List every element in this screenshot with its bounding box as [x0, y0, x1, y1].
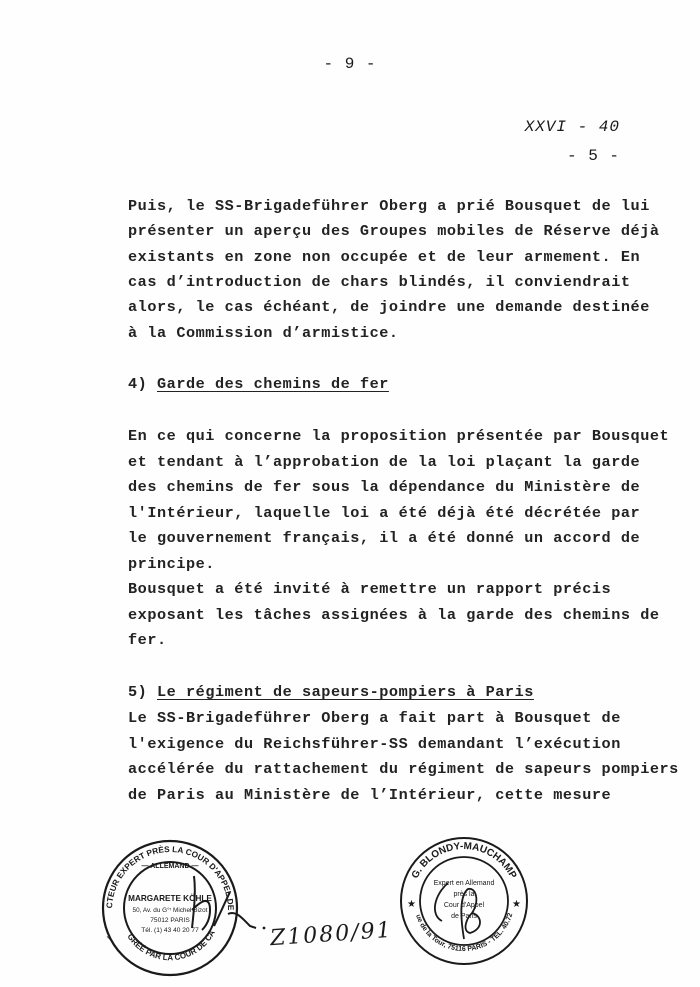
- subpage-number: - 5 -: [566, 147, 620, 165]
- section-5-heading: [128, 683, 534, 701]
- text-line: accélérée du rattachement du régiment de sapeurs pompiers: [128, 760, 679, 778]
- star-icon: ★: [407, 899, 416, 910]
- text-line: alors, le cas échéant, de joindre une demande destinée: [128, 298, 650, 316]
- stamp-inner-ring: [420, 857, 508, 945]
- text-line: fer.: [128, 631, 167, 649]
- stamp-name: MARGARETE KÖHLE: [128, 894, 212, 903]
- text-line: à la Commission d’armistice.: [128, 324, 399, 342]
- signature-dot: [263, 927, 266, 930]
- text-line: cas d’introduction de chars blindés, il conviendrait: [128, 273, 631, 291]
- text-line: Bousquet a été invité à remettre un rapport précis: [128, 580, 612, 598]
- text-line: Puis, le SS-Brigadeführer Oberg a prié Bousquet de lui: [128, 197, 650, 215]
- text-line: principe.: [128, 555, 215, 573]
- text-line: et tendant à l’approbation de la loi plaçant la garde: [128, 453, 641, 471]
- stamp-center-line-2: près la: [453, 891, 475, 898]
- text-line: l'exigence du Reichsführer-SS demandant l’exécution: [128, 735, 621, 753]
- signature-stroke: [192, 876, 256, 930]
- stamp-ring-bottom-text: GRÉÉ PAR LA COUR DE CA: [125, 928, 217, 963]
- text-line: le gouvernement français, il a été donné un accord de: [128, 529, 641, 547]
- section-number: 4): [128, 375, 157, 393]
- section-title: Garde des chemins de fer: [157, 375, 389, 393]
- text-line: existants en zone non occupée et de leur armement. En: [128, 248, 641, 266]
- stamp-ring-top-text: CTEUR EXPERT PRÈS LA COUR D'APPEL DE: [103, 843, 237, 911]
- expert-stamp-graphic: [398, 835, 530, 967]
- section-title: Le régiment de sapeurs-pompiers à Paris: [157, 683, 534, 701]
- handwritten-reference-number: Z1080/91: [269, 917, 394, 952]
- text-line: de Paris au Ministère de l’Intérieur, cette mesure: [128, 786, 612, 804]
- stamp-language: — ALLEMAND —: [141, 863, 199, 870]
- text-line: Le SS-Brigadeführer Oberg a fait part à Bousquet de: [128, 709, 621, 727]
- stamp-center-line-1: Expert en Allemand: [433, 880, 495, 887]
- stamp-center-line-4: de Paris: [451, 913, 477, 920]
- stamp-phone: Tél. (1) 43 40 20 77: [141, 927, 199, 934]
- text-line: En ce qui concerne la proposition présentée par Bousquet: [128, 427, 670, 445]
- signature: [180, 870, 275, 940]
- stamp-ring-top-text: G. BLONDY-MAUCHAMP: [409, 840, 519, 881]
- section-number: 5): [128, 683, 157, 701]
- text-line: l'Intérieur, laquelle loi a été déjà été décrétée par: [128, 504, 641, 522]
- document-reference: XXVI - 40: [524, 118, 620, 136]
- stamp-address-2: 75012 PARIS: [150, 917, 190, 924]
- stamp-center-line-3: Cour d'Appel: [443, 902, 485, 909]
- text-line: exposant les tâches assignées à la garde des chemins de: [128, 606, 660, 624]
- section-4-heading: [128, 375, 389, 393]
- text-line: présenter un aperçu des Groupes mobiles de Réserve déjà: [128, 222, 660, 240]
- expert-stamp: [398, 835, 530, 967]
- page-number: - 9 -: [323, 55, 377, 73]
- stamp-address-1: 50, Av. du G°ʳ Michel Bizot: [132, 907, 208, 914]
- stamp-ornament: /: [105, 935, 116, 944]
- text-line: des chemins de fer sous la dépendance du Ministère de: [128, 478, 641, 496]
- star-icon: ★: [512, 899, 521, 910]
- stamp-ring-bottom-text: ue de la Tour, 75116 PARIS - TEL. 40.72: [414, 912, 515, 954]
